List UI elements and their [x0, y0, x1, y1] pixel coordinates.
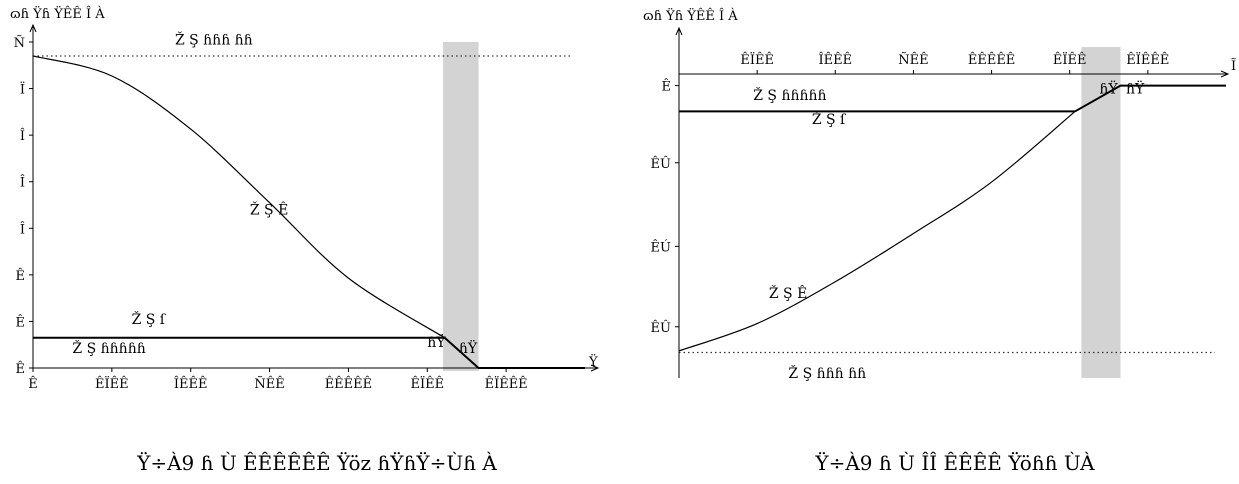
- annotation: Ž Ş ſ: [811, 112, 846, 129]
- y-tick-label: Î: [19, 175, 25, 191]
- y-tick-label: Î: [19, 222, 25, 238]
- x-tick-label: ÊÏÊÊ: [95, 377, 129, 392]
- y-tick-label: ÊÚ: [650, 240, 671, 256]
- annotation: Ž Ş ſ: [131, 311, 165, 328]
- figure-caption: Ÿ÷À9 ɦ Ù ÊÊÊÊÊÊ Ÿöz ɦŸɦŸ÷Ùɦ À: [137, 451, 497, 475]
- y-tick-label: Ê: [15, 268, 25, 284]
- y-tick-label: Ê: [15, 315, 25, 331]
- figure-caption: Ÿ÷À9 ɦ Ù ÎÎ ÊÊÊÊ Ÿöɦɦ ÙÀ: [815, 451, 1095, 475]
- curve-series: [33, 56, 445, 338]
- chart-1: [10, 5, 598, 475]
- x-tick-label: ÑÊÊ: [254, 377, 285, 392]
- y-tick-label: Î: [19, 129, 25, 145]
- annotation: Ž Ş Ê: [768, 285, 808, 302]
- y-tick-label: Ï: [19, 82, 25, 98]
- annotation: Ž Ş ɦɦɦɦɦ: [72, 341, 146, 358]
- shaded-band: [443, 42, 478, 371]
- x-tick-label: ÊÊÊÊÊ: [324, 377, 373, 392]
- x-tick-label: Ê: [28, 377, 38, 392]
- annotation: ɦŸ: [427, 335, 446, 352]
- y-tick-label: Ñ: [13, 36, 25, 51]
- y-tick-label: ÊÛ: [650, 320, 671, 336]
- annotation: Ž Ş Ê: [249, 202, 289, 219]
- x-tick-label: ÎÊÊÊ: [173, 377, 208, 392]
- annotation: Ž Ş ɦɦɦ ɦɦ: [174, 32, 253, 49]
- annotation: Ž Ş ɦɦɦɦɦ: [753, 88, 827, 105]
- curve-series: [679, 111, 1075, 351]
- x-axis-label: Ĩ: [1231, 59, 1237, 74]
- annotation: ɦŸ: [1099, 81, 1118, 98]
- y-axis-label: ɷɦ Ÿɦ ŸÊÊ Î À: [643, 9, 738, 24]
- y-tick-label: ÊÛ: [650, 156, 671, 172]
- x-axis-label: Ÿ: [589, 355, 598, 370]
- y-tick-label: Ê: [15, 362, 25, 377]
- x-tick-label: ÊÏÊÊÊ: [1126, 53, 1170, 68]
- annotation: ɦŸ: [458, 341, 478, 358]
- x-tick-label: ÑÊÊ: [898, 53, 929, 68]
- x-tick-label: ÊÏÊÊÊ: [484, 377, 528, 392]
- annotation: Ž Ş ɦɦɦ ɦɦ: [788, 366, 867, 383]
- y-axis-label: ɷɦ Ÿɦ ŸÊÊ Î À: [10, 7, 105, 22]
- x-tick-label: ÊÏÊÊ: [740, 53, 774, 68]
- x-tick-label: ÊÊÊÊÊ: [967, 53, 1016, 68]
- x-tick-label: ÊÏÊÊ: [1052, 53, 1087, 68]
- annotation: ɦŸ: [1125, 81, 1145, 98]
- chart-2: [643, 7, 1236, 475]
- x-tick-label: ÊÏÊÊ: [410, 377, 445, 392]
- y-tick-label: Ê: [661, 79, 671, 95]
- x-tick-label: ÎÊÊÊ: [818, 53, 853, 68]
